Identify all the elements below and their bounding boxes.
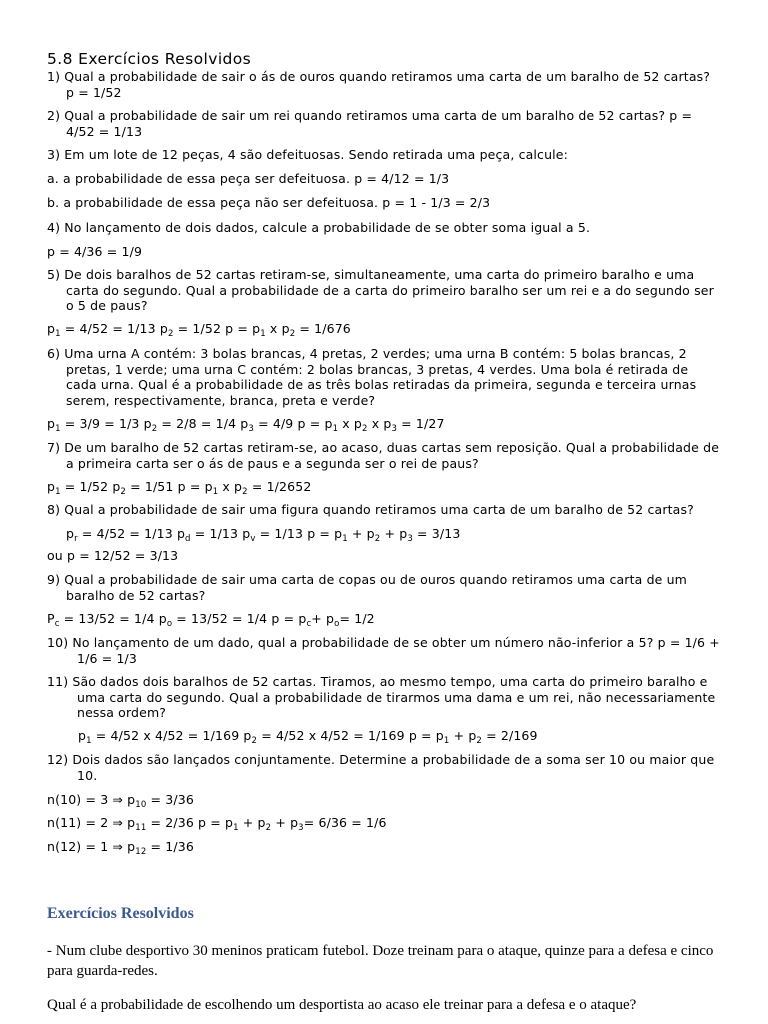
exercise-9: 9) Qual a probabilidade de sair uma carta de copas ou de ouros quando retiramos uma carta de um baralho de 52 cartas?	[47, 572, 688, 603]
formula-5: $p_1 = 4/52 = 1/13$ $p_2 = 1/52$ $p = p_1$ x $p_2 = 1/676$	[47, 321, 351, 339]
exercise-8: 8) Qual a probabilidade de sair uma figura quando retiramos uma carta de um baralho de 52 cartas?	[47, 502, 694, 517]
formula-6: $p_1 = 3/9 = 1/3$ $p_2 = 2/8 = 1/4$ $p_3 = 4/9$ $p = p_1$ x $p_2$ x $p_3 = 1/27$	[47, 416, 445, 434]
exercise-2: 2) Qual a probabilidade de sair um rei quando retiramos uma carta de um baralho de 52 cartas? p = 4/52 = 1/13	[47, 108, 693, 139]
exercise-1: 1) Qual a probabilidade de sair o ás de ouros quando retiramos uma carta de um baralho de 52 cartas? p = 1/52	[47, 69, 711, 100]
exercise-5: 5) De dois baralhos de 52 cartas retiram-se, simultaneamente, uma carta do primeiro baralho e uma carta do segundo. Qual a probabilidade de a carta do primeiro baralho ser um rei e a do segundo ser o 5 de paus?	[47, 267, 714, 313]
exercise-3: 3) Em um lote de 12 peças, 4 são defeituosas. Sendo retirada uma peça, calcule:	[47, 147, 568, 162]
exercise-11: 11) São dados dois baralhos de 52 cartas. Tiramos, ao mesmo tempo, uma carta do primeiro baralho e uma carta do segundo. Qual a probabilidade de tirarmos uma dama e um rei, não necessariamente nessa ordem?	[47, 674, 716, 720]
section-paragraph-1: - Num clube desportivo 30 meninos praticam futebol. Doze treinam para o ataque, quinze para a defesa e cinco para guarda-redes.	[47, 943, 714, 979]
formula-9: $P_c = 13/52 = 1/4$ $p_o = 13/52 = 1/4$ $p = p_c+ p_o= 1/2$	[47, 611, 375, 629]
exercise-3b: b. a probabilidade de essa peça não ser defeituosa. p = 1 - 1/3 = 2/3	[47, 195, 491, 210]
formula-11: $p_1 = 4/52$ x 4/52 = 1/169 $p_2 = 4/52$ x 4/52 = 1/169 $p = p_1 + p_2 = 2/169$	[78, 728, 538, 746]
formula-7: $p_1 = 1/52$ $p_2 = 1/51$ $p = p_1$ x $p_2 = 1/2652$	[47, 479, 312, 497]
formula-12-n10: n(10) = 3 ⇒ $p_{10} = 3/36$	[47, 792, 194, 810]
exercise-8-alt: ou p = 12/52 = 3/13	[47, 548, 179, 563]
formula-8: $p_r = 4/52 = 1/13$ $p_d = 1/13$ $p_v = 1/13$ $p = p_1 + p_2 + p_3 = 3/13$	[66, 526, 461, 544]
formula-12-n12: n(12) = 1 ⇒ $p_{12} = 1/36$	[47, 839, 194, 857]
section-paragraph-2: Qual é a probabilidade de escolhendo um desportista ao acaso ele treinar para a defesa e o ataque?	[47, 997, 637, 1013]
page-title: 5.8 Exercícios Resolvidos	[47, 50, 252, 68]
exercise-3a: a. a probabilidade de essa peça ser defeituosa. p = 4/12 = 1/3	[47, 171, 450, 186]
exercise-7: 7) De um baralho de 52 cartas retiram-se, ao acaso, duas cartas sem reposição. Qual a probabilidade de a primeira carta ser o ás de paus e a segunda ser o rei de paus?	[47, 440, 720, 471]
exercise-4-answer: p = 4/36 = 1/9	[47, 244, 143, 259]
exercise-12: 12) Dois dados são lançados conjuntamente. Determine a probabilidade de a soma ser 10 ou maior que 10.	[47, 752, 715, 783]
section-heading: Exercícios Resolvidos	[47, 905, 194, 922]
formula-12-n11: n(11) = 2 ⇒ $p_{11} = 2/36$ $p = p_1 + p_2 + p_3= 6/36 = 1/6$	[47, 815, 387, 833]
exercise-4: 4) No lançamento de dois dados, calcule a probabilidade de se obter soma igual a 5.	[47, 220, 591, 235]
exercise-6: 6) Uma urna A contém: 3 bolas brancas, 4 pretas, 2 verdes; uma urna B contém: 5 bolas brancas, 2 pretas, 1 verde; uma urna C contém: 2 bolas brancas, 3 pretas, 4 verdes. Uma bola é retirada de cada urna. Qual é a probabilidade de as três bolas retiradas da primeira, segunda e terceira urnas serem, respectivamente, branca, preta e verde?	[47, 346, 697, 408]
exercise-10: 10) No lançamento de um dado, qual a probabilidade de se obter um número não-inferior a 5? p = 1/6 + 1/6 = 1/3	[47, 635, 720, 666]
